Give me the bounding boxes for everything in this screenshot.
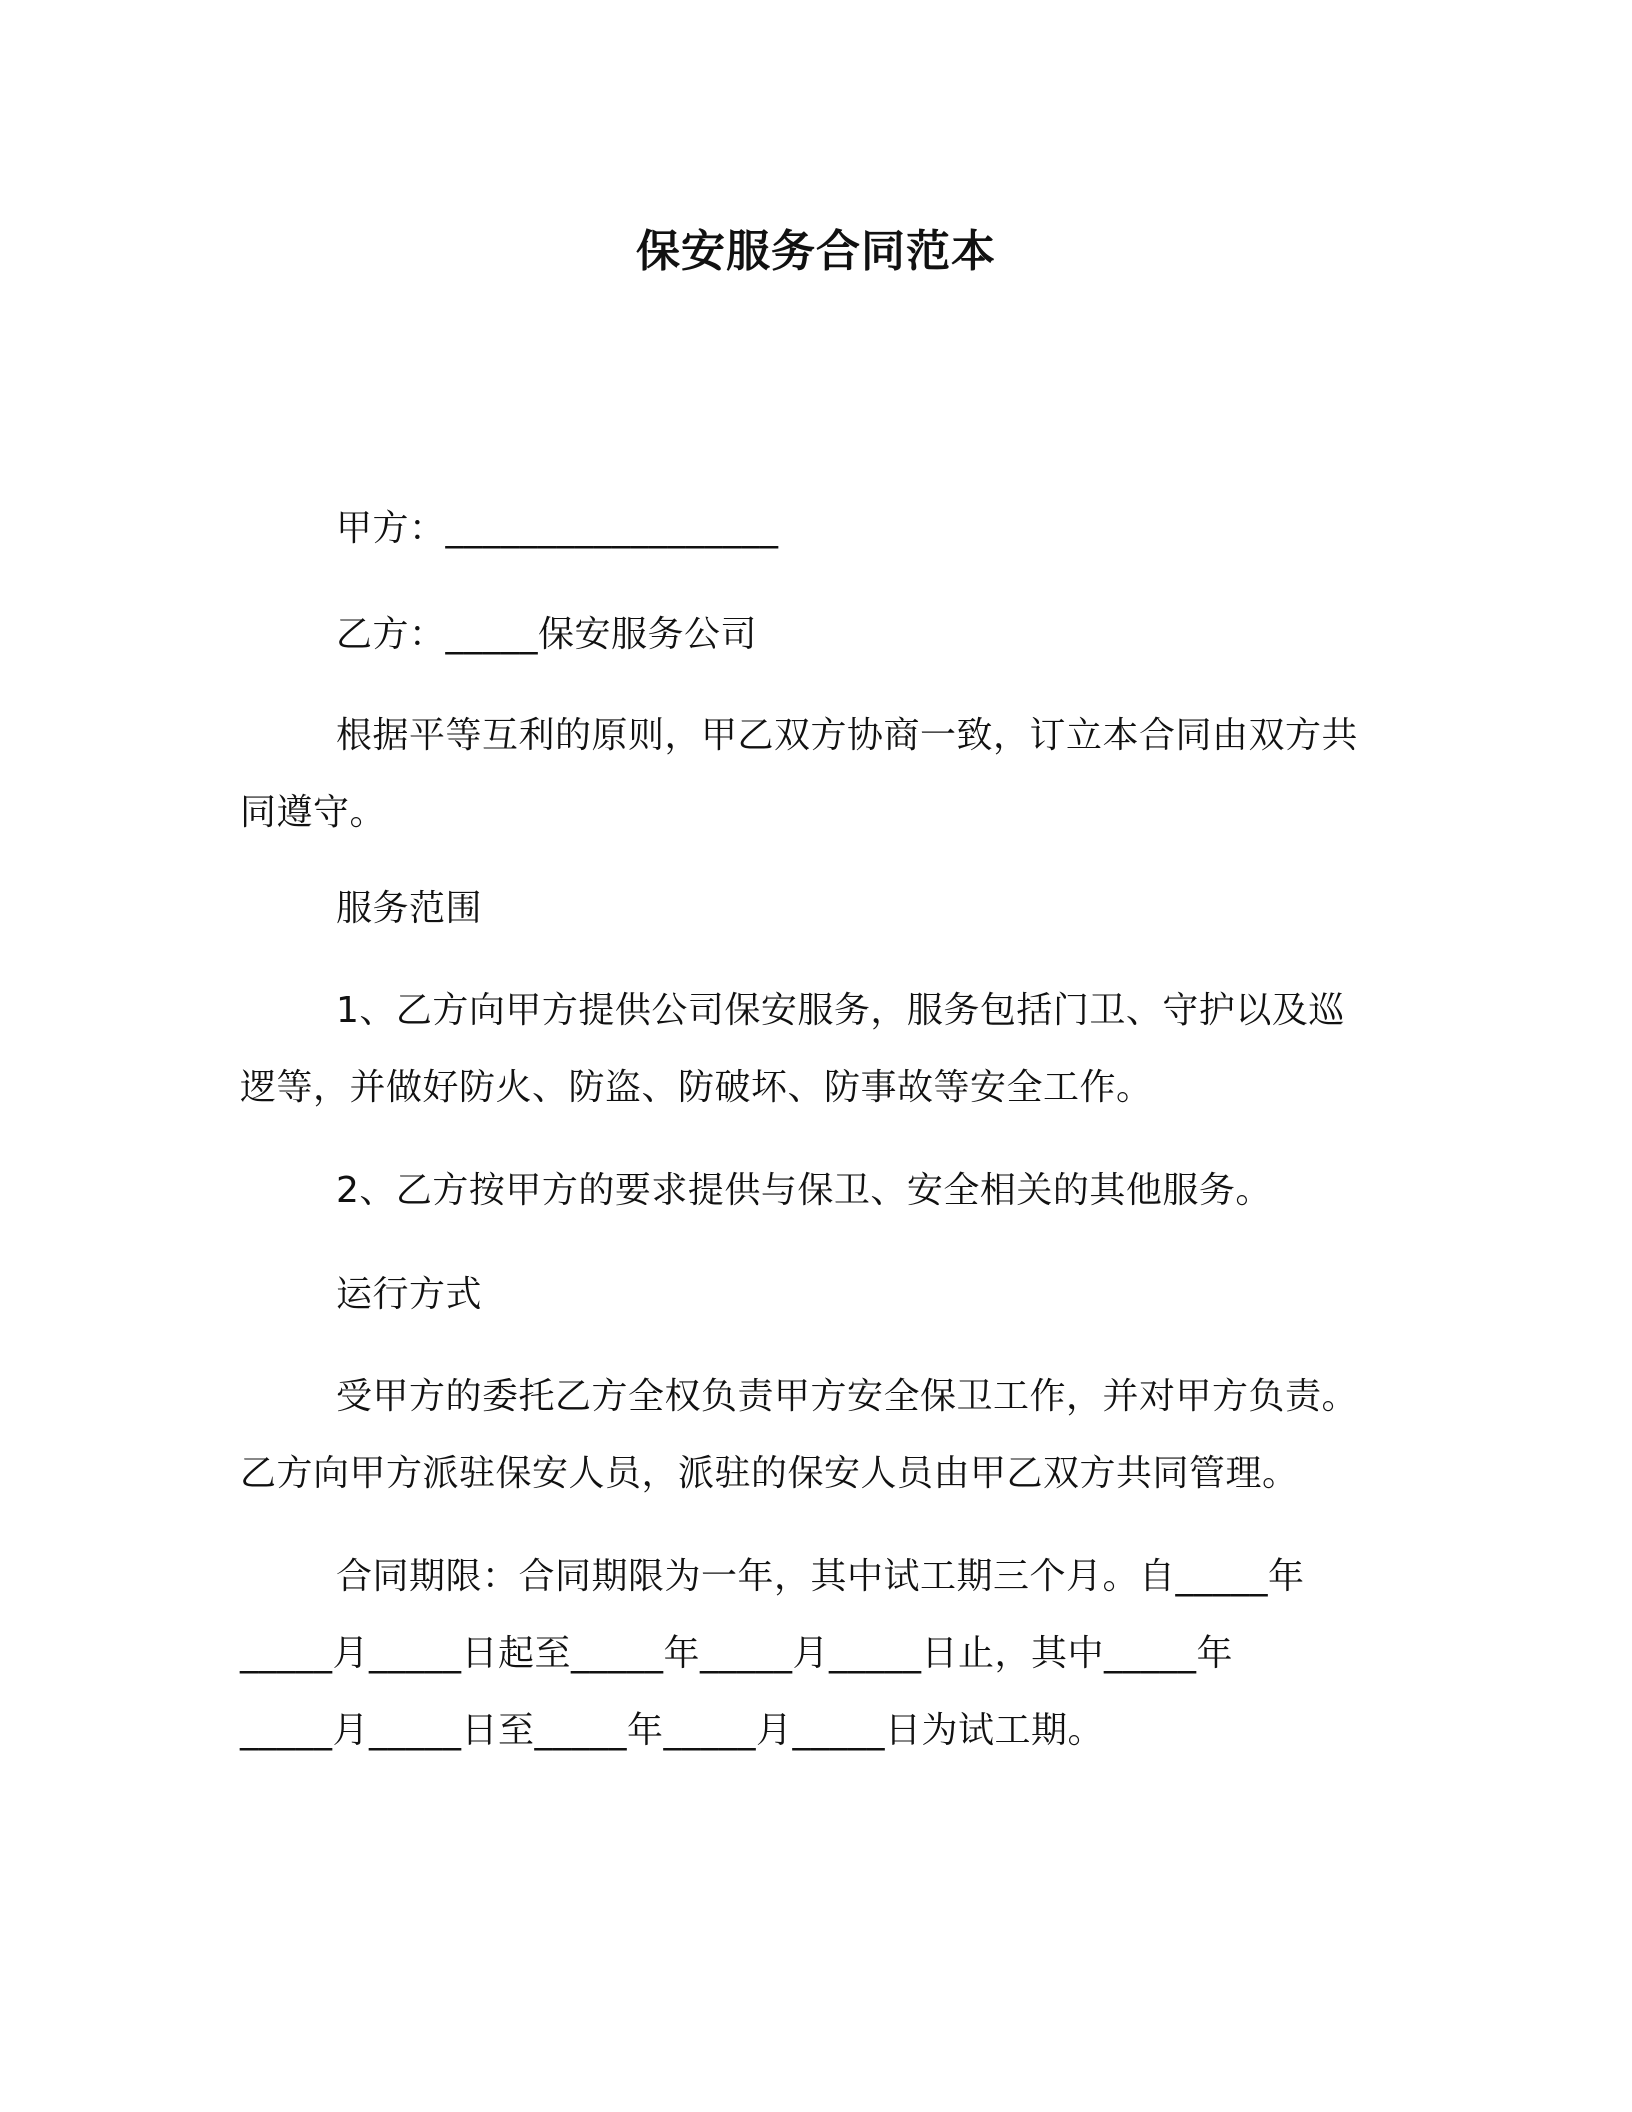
section-heading-operation: 运行方式 [336, 1274, 483, 1315]
term-line-1: 合同期限：合同期限为一年，其中试工期三个月。自_____年 [336, 1556, 1305, 1597]
operation-line-1: 受甲方的委托乙方全权负责甲方安全保卫工作，并对甲方负责。 [336, 1376, 1359, 1417]
party-b-line: 乙方：_____保安服务公司 [336, 614, 758, 655]
term-line-2: _____月_____日起至_____年_____月_____日止，其中_____年 [240, 1633, 1234, 1674]
service-item-2: 2、乙方按甲方的要求提供与保卫、安全相关的其他服务。 [336, 1170, 1272, 1211]
intro-line-2: 同遵守。 [240, 792, 387, 833]
intro-line-1: 根据平等互利的原则，甲乙双方协商一致，订立本合同由双方共 [336, 715, 1359, 756]
section-heading-service-scope: 服务范围 [336, 888, 483, 929]
document-title: 保安服务合同范本 [636, 226, 996, 277]
term-line-3: _____月_____日至_____年_____月_____日为试工期。 [240, 1710, 1105, 1751]
service-item-1-line-2: 逻等，并做好防火、防盗、防破坏、防事故等安全工作。 [240, 1067, 1153, 1108]
service-item-1-line-1: 1、乙方向甲方提供公司保安服务，服务包括门卫、守护以及巡 [336, 990, 1345, 1031]
operation-line-2: 乙方向甲方派驻保安人员，派驻的保安人员由甲乙双方共同管理。 [240, 1453, 1299, 1494]
party-a-line: 甲方：__________________ [336, 508, 779, 549]
